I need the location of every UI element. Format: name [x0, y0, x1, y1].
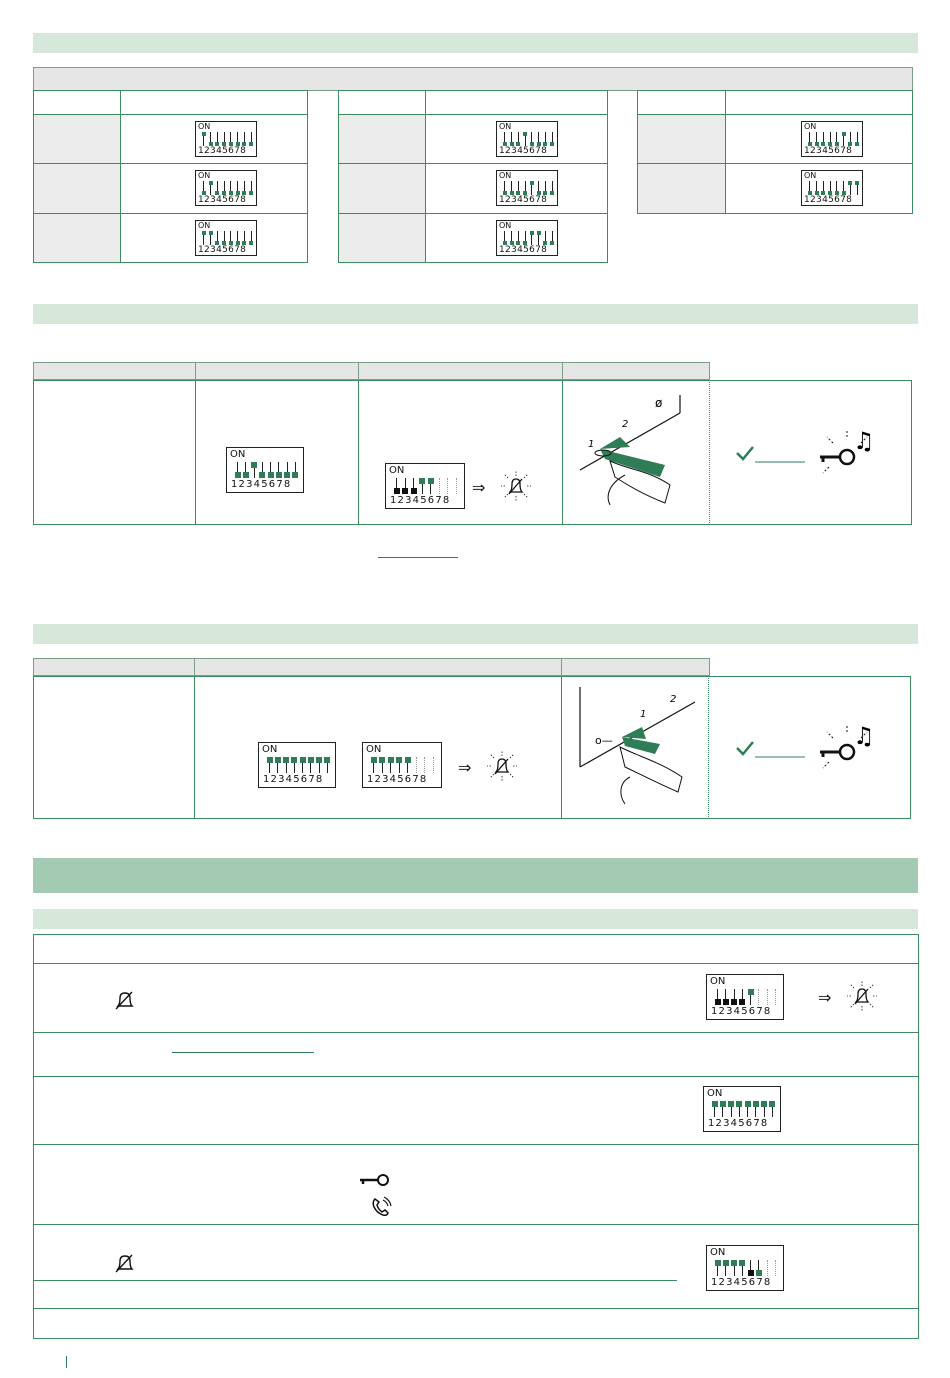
dip-switch-knob — [229, 191, 233, 195]
dip-switch-knob — [848, 181, 852, 185]
section-4-table — [33, 934, 919, 1339]
dip-switch-knob — [222, 142, 226, 146]
dip-switch-knob — [419, 478, 425, 484]
dip-on-label: ON — [230, 449, 246, 460]
dip-switch-knob — [388, 757, 394, 763]
dip-on-label: ON — [262, 744, 278, 755]
dip-switch-knob — [756, 1270, 762, 1276]
dip-switch-knob — [275, 757, 281, 763]
dip-switch — [496, 121, 558, 157]
dip-switch-knob — [723, 1260, 729, 1266]
dip-switch-lever — [775, 1260, 777, 1276]
dip-switch-knob — [530, 231, 534, 235]
dip-on-label: ON — [389, 465, 405, 476]
arrow-icon: ⇒ — [818, 988, 832, 1007]
dip-switch-knob — [828, 142, 832, 146]
dip-switch — [226, 447, 304, 493]
dip-switch-knob — [815, 142, 819, 146]
section-2-column-header — [33, 362, 710, 380]
bell-flashing-icon — [486, 750, 518, 782]
dip-switch-knob — [379, 757, 385, 763]
svg-text:ø: ø — [655, 396, 663, 410]
dip-switch-knob — [276, 472, 282, 478]
dip-switch-knob — [510, 142, 514, 146]
dip-on-label: ON — [499, 171, 512, 180]
dip-switch — [496, 170, 558, 206]
dip-on-label: ON — [804, 122, 817, 131]
dip-switch-knob — [745, 1101, 751, 1107]
dip-switch-knob — [222, 241, 226, 245]
dip-switch-knob — [292, 472, 298, 478]
dip-switch-knob — [842, 132, 846, 136]
page-margin-mark — [66, 1356, 67, 1368]
dip-switch-knob — [748, 989, 754, 995]
dip-switch-knob — [215, 241, 219, 245]
dip-switch-lever — [424, 757, 426, 773]
dip-switch-knob — [516, 241, 520, 245]
dip-switch-knob — [543, 142, 547, 146]
dip-switch-knob — [720, 1101, 726, 1107]
dip-switch-knob — [243, 472, 249, 478]
dip-switch-knob — [209, 181, 213, 185]
dip-switch-knob — [842, 191, 846, 195]
dip-on-label: ON — [499, 221, 512, 230]
dip-switch-knob — [202, 231, 206, 235]
dip-switch-knob — [291, 757, 297, 763]
dip-switch-knob — [537, 142, 541, 146]
door-push-illustration-1 — [570, 385, 705, 515]
dip-numbers: 12345678 — [263, 774, 324, 785]
dip-switch-knob — [242, 142, 246, 146]
dip-switch-knob — [815, 191, 819, 195]
dip-switch-knob — [753, 1101, 759, 1107]
dip-switch-knob — [723, 999, 729, 1005]
dip-switch-knob — [259, 472, 265, 478]
dip-switch-knob — [715, 999, 721, 1005]
svg-text:2: 2 — [622, 419, 629, 430]
dip-switch-knob — [300, 757, 306, 763]
dip-switch-knob — [235, 472, 241, 478]
dip-switch-knob — [808, 191, 812, 195]
dip-switch-knob — [808, 142, 812, 146]
arrow-icon: ⇒ — [458, 758, 472, 777]
dip-switch-knob — [249, 191, 253, 195]
dip-switch-knob — [523, 191, 527, 195]
arrow-icon: ⇒ — [472, 478, 486, 497]
dip-switch-knob — [215, 191, 219, 195]
section-1-header-band — [33, 33, 918, 53]
section-1-table-title-bar — [33, 67, 913, 91]
dip-switch-knob — [236, 241, 240, 245]
dip-switch — [706, 1245, 784, 1291]
dip-switch-knob — [731, 1260, 737, 1266]
dip-switch-knob — [236, 191, 240, 195]
dip-switch-knob — [324, 757, 330, 763]
dip-switch-knob — [503, 241, 507, 245]
section-3-column-header — [33, 658, 710, 676]
dip-numbers: 12345678 — [499, 245, 548, 255]
dip-switch-knob — [394, 488, 400, 494]
dip-switch-knob — [202, 132, 206, 136]
dip-switch — [703, 1086, 781, 1132]
dip-switch-knob — [848, 142, 852, 146]
dip-switch-knob — [236, 142, 240, 146]
dip-switch-knob — [283, 757, 289, 763]
dip-switch-lever — [775, 989, 777, 1005]
dip-numbers: 12345678 — [231, 479, 292, 490]
dip-numbers: 12345678 — [708, 1118, 769, 1129]
dip-switch-knob — [209, 231, 213, 235]
dip-switch-knob — [712, 1101, 718, 1107]
dip-switch-knob — [821, 142, 825, 146]
dip-switch-knob — [209, 142, 213, 146]
dip-switch — [496, 220, 558, 256]
success-key-chime-1 — [735, 425, 875, 475]
dip-switch-knob — [769, 1101, 775, 1107]
key-icon — [358, 1172, 390, 1188]
svg-text:o—: o— — [595, 734, 613, 747]
dip-switch-knob — [202, 191, 206, 195]
bell-muted-icon — [112, 1253, 136, 1275]
section-4-header-band — [33, 858, 918, 893]
bell-muted-icon — [112, 990, 136, 1012]
dip-switch-knob — [835, 142, 839, 146]
dip-switch-knob — [428, 478, 434, 484]
dip-switch-knob — [308, 757, 314, 763]
dip-switch-knob — [396, 757, 402, 763]
dip-numbers: 12345678 — [499, 146, 548, 156]
dip-numbers: 12345678 — [499, 195, 548, 205]
dip-on-label: ON — [499, 122, 512, 131]
dip-switch-knob — [411, 488, 417, 494]
dip-on-label: ON — [198, 221, 211, 230]
dip-switch-knob — [405, 757, 411, 763]
svg-text:2: 2 — [670, 694, 677, 705]
dip-switch-knob — [229, 241, 233, 245]
dip-on-label: ON — [198, 122, 211, 131]
dip-switch-knob — [715, 1260, 721, 1266]
dip-switch — [195, 121, 257, 157]
dip-on-label: ON — [710, 1247, 726, 1258]
dip-numbers: 12345678 — [804, 146, 853, 156]
dip-switch-lever — [767, 989, 769, 1005]
dip-switch-knob — [402, 488, 408, 494]
dip-switch-knob — [268, 472, 274, 478]
dip-switch-knob — [316, 757, 322, 763]
dip-switch-knob — [731, 999, 737, 1005]
music-note-icon: ♫ — [853, 427, 875, 455]
dip-switch-knob — [855, 142, 859, 146]
dip-switch-knob — [516, 142, 520, 146]
dip-switch-knob — [523, 241, 527, 245]
dip-switch-knob — [229, 142, 233, 146]
bell-flashing-icon — [846, 980, 878, 1012]
dip-switch-knob — [249, 241, 253, 245]
dip-numbers: 12345678 — [711, 1277, 772, 1288]
dip-switch-knob — [537, 191, 541, 195]
dip-switch — [195, 220, 257, 256]
dip-switch-knob — [510, 241, 514, 245]
dip-switch — [385, 463, 465, 509]
dip-switch-lever — [447, 478, 449, 494]
dip-numbers: 12345678 — [198, 146, 247, 156]
dip-switch-knob — [728, 1101, 734, 1107]
key-icon — [820, 450, 854, 464]
dip-numbers: 12345678 — [367, 774, 428, 785]
dip-switch-knob — [371, 757, 377, 763]
dip-numbers: 12345678 — [198, 195, 247, 205]
dip-switch-knob — [516, 191, 520, 195]
dip-switch-lever — [767, 1260, 769, 1276]
bell-flashing-icon — [500, 470, 532, 502]
dip-numbers: 12345678 — [198, 245, 247, 255]
dip-switch-knob — [543, 241, 547, 245]
dip-switch-lever — [439, 478, 441, 494]
dip-switch-knob — [249, 142, 253, 146]
dip-switch-knob — [267, 757, 273, 763]
dip-switch-knob — [242, 241, 246, 245]
dip-switch-knob — [828, 191, 832, 195]
dip-switch-knob — [739, 1260, 745, 1266]
dip-switch — [801, 170, 863, 206]
dip-switch — [801, 121, 863, 157]
svg-text:1: 1 — [640, 709, 647, 720]
dip-switch-lever — [433, 757, 435, 773]
dip-switch-knob — [510, 191, 514, 195]
section-2-header-band — [33, 304, 918, 324]
dip-switch-knob — [835, 191, 839, 195]
dip-switch-knob — [222, 191, 226, 195]
dip-switch-knob — [855, 181, 859, 185]
dip-numbers: 12345678 — [711, 1006, 772, 1017]
dip-on-label: ON — [366, 744, 382, 755]
dip-switch-knob — [503, 191, 507, 195]
dip-switch-lever — [456, 478, 458, 494]
dip-switch-knob — [550, 142, 554, 146]
dip-switch-knob — [761, 1101, 767, 1107]
dip-switch — [195, 170, 257, 206]
dip-switch-knob — [215, 142, 219, 146]
dip-switch — [706, 974, 784, 1020]
dip-switch-knob — [537, 231, 541, 235]
dip-switch-knob — [530, 142, 534, 146]
dip-on-label: ON — [804, 171, 817, 180]
dip-switch-knob — [821, 191, 825, 195]
dip-switch-knob — [543, 191, 547, 195]
dip-on-label: ON — [707, 1088, 723, 1099]
section-3-header-band — [33, 624, 918, 644]
dip-on-label: ON — [198, 171, 211, 180]
dip-switch-knob — [550, 191, 554, 195]
dip-on-label: ON — [710, 976, 726, 987]
dip-switch-knob — [503, 142, 507, 146]
dip-switch-knob — [550, 241, 554, 245]
dip-numbers: 12345678 — [804, 195, 853, 205]
dip-switch-knob — [530, 181, 534, 185]
key-icon — [820, 745, 854, 759]
dip-switch-lever — [758, 989, 760, 1005]
dip-numbers: 12345678 — [390, 495, 451, 506]
dip-switch-knob — [523, 132, 527, 136]
music-note-icon: ♫ — [853, 722, 875, 750]
success-key-chime-2 — [735, 720, 875, 770]
section-4-subheader-band — [33, 909, 918, 929]
dip-switch-knob — [242, 191, 246, 195]
dip-switch-knob — [284, 472, 290, 478]
dip-switch-knob — [748, 1270, 754, 1276]
handset-icon — [370, 1196, 392, 1218]
dip-switch — [362, 742, 442, 788]
dip-switch-lever — [416, 757, 418, 773]
dip-switch-knob — [251, 462, 257, 468]
dip-switch — [258, 742, 336, 788]
dip-switch-knob — [736, 1101, 742, 1107]
svg-text:1: 1 — [588, 439, 595, 450]
dip-switch-knob — [739, 999, 745, 1005]
